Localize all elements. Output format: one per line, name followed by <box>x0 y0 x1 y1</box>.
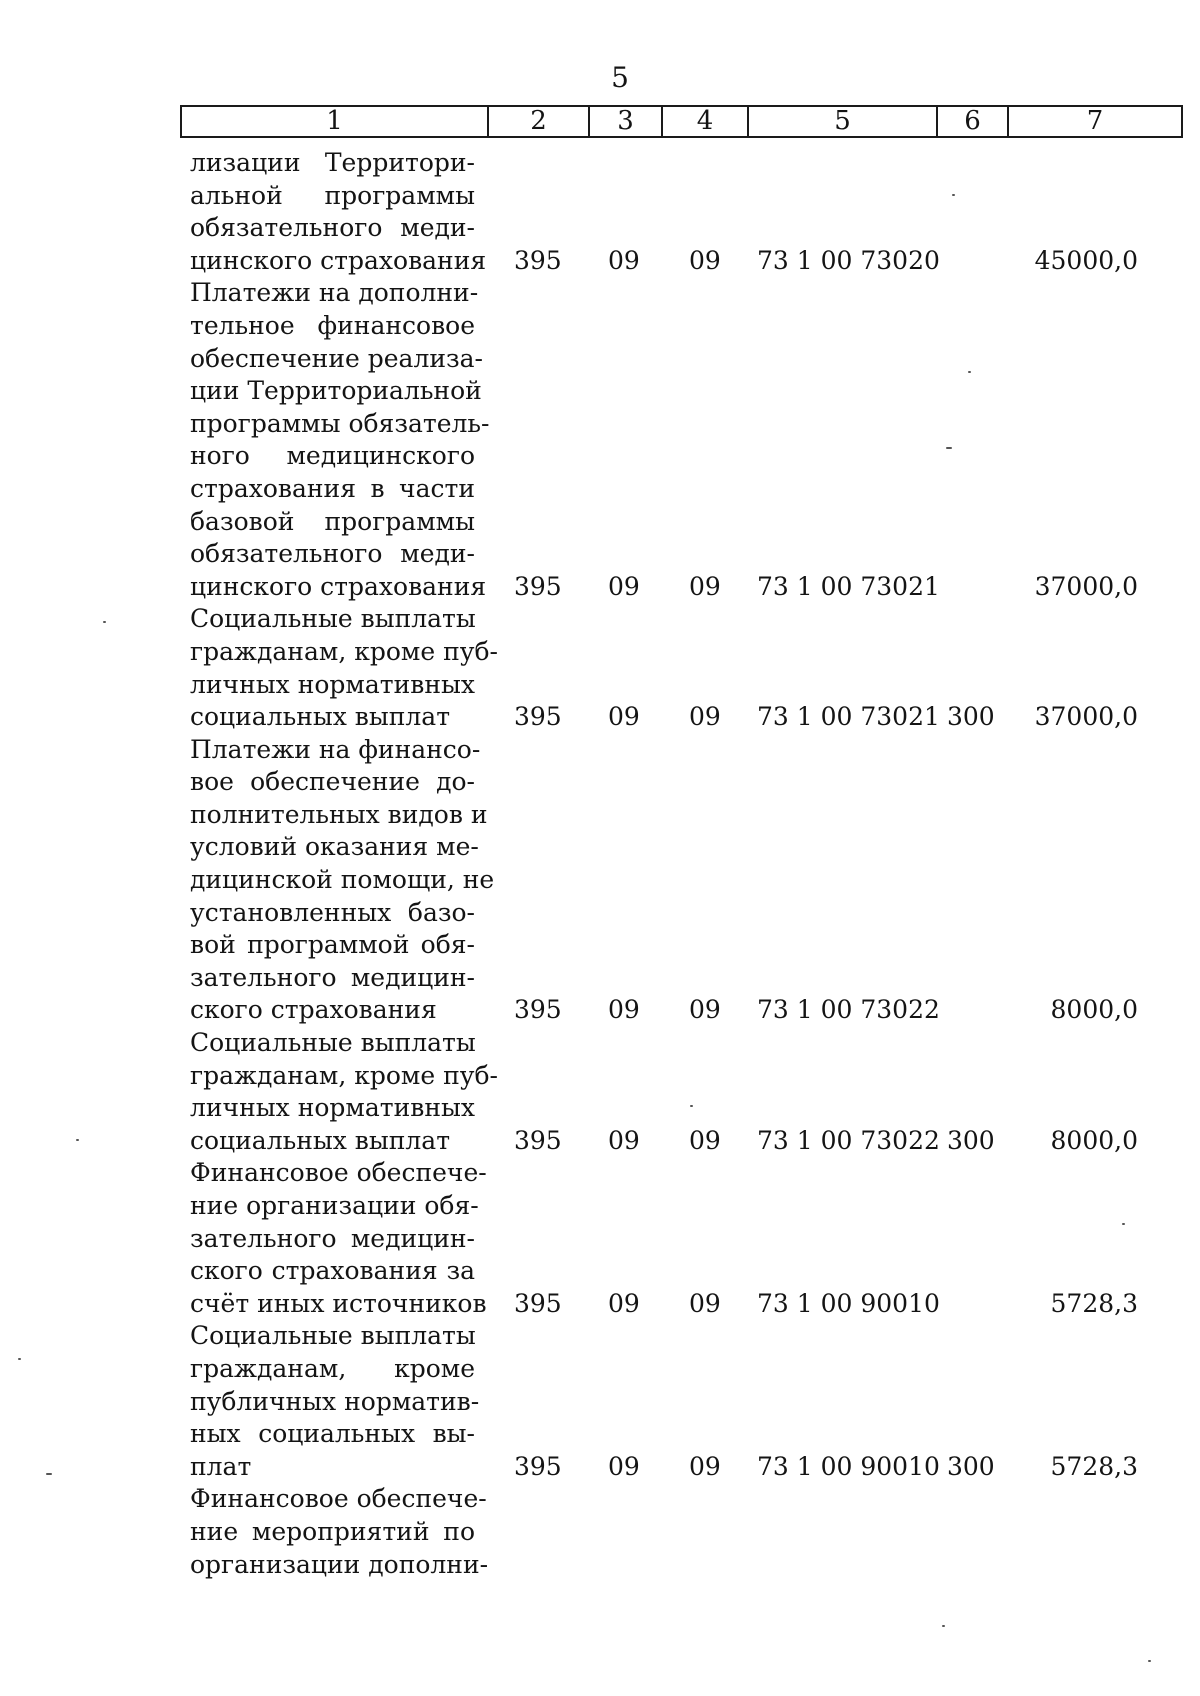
target-article-cell: 73 1 00 73022 <box>757 995 940 1025</box>
description-line: Социальные выплаты <box>190 1028 476 1058</box>
description-line: зательного медицин- <box>190 1223 475 1253</box>
target-article-cell: 73 1 00 73020 <box>757 245 940 275</box>
header-cell-1: 1 <box>182 107 489 136</box>
header-cell-6: 6 <box>938 107 1009 136</box>
amount-cell: 8000,0 <box>1050 1125 1138 1155</box>
description-line: гражданам, кроме пуб- <box>190 1060 498 1090</box>
description-line: вое обеспечение до- <box>190 767 475 797</box>
row-description <box>190 277 490 603</box>
subsection-cell: 09 <box>689 702 721 732</box>
chapter-code-cell: 395 <box>514 245 562 275</box>
expense-type-cell: 300 <box>947 1125 995 1155</box>
description-line: гражданам, кроме пуб- <box>190 636 498 666</box>
chapter-code-cell: 395 <box>514 702 562 732</box>
scan-speck <box>103 621 106 623</box>
description-line: цинского страхования <box>190 245 487 275</box>
description-line: Платежи на дополни- <box>190 278 479 308</box>
description-line: Социальные выплаты <box>190 604 476 634</box>
scan-speck <box>1148 1660 1151 1662</box>
table-body <box>0 147 1200 1581</box>
chapter-code-cell: 395 <box>514 1451 562 1481</box>
description-line: обеспечение реализа- <box>190 343 483 373</box>
description-line: цинского страхования <box>190 571 487 601</box>
amount-cell: 37000,0 <box>1034 571 1138 601</box>
amount-cell: 45000,0 <box>1034 245 1138 275</box>
description-line: ние организации обя- <box>190 1191 479 1220</box>
subsection-cell: 09 <box>689 1451 721 1481</box>
table-row <box>0 603 1200 733</box>
row-values <box>0 994 1200 1027</box>
target-article-cell: 73 1 00 73021 <box>757 702 940 732</box>
section-cell: 09 <box>608 702 640 732</box>
scan-speck <box>946 447 952 449</box>
section-cell: 09 <box>608 1288 640 1318</box>
description-line: вой программой обя- <box>190 930 475 960</box>
description-line: Финансовое обеспече- <box>190 1158 487 1188</box>
scan-speck <box>1122 1223 1125 1225</box>
table-row <box>0 277 1200 603</box>
table-row <box>0 1320 1200 1483</box>
description-line: плат <box>190 1451 252 1481</box>
amount-cell: 5728,3 <box>1050 1288 1138 1318</box>
section-cell: 09 <box>608 245 640 275</box>
scan-speck <box>952 194 955 196</box>
description-line: ных социальных вы- <box>190 1419 475 1449</box>
description-line: ного медицинского <box>190 441 475 471</box>
amount-cell: 37000,0 <box>1034 702 1138 732</box>
description-line: личных нормативных <box>190 1093 475 1123</box>
description-line: Социальные выплаты <box>190 1321 476 1351</box>
amount-cell: 8000,0 <box>1050 995 1138 1025</box>
subsection-cell: 09 <box>689 245 721 275</box>
description-line: счёт иных источников <box>190 1288 487 1318</box>
row-values <box>0 1549 1200 1582</box>
chapter-code-cell: 395 <box>514 571 562 601</box>
scan-speck <box>690 1105 693 1107</box>
description-line: ции Территориальной <box>190 376 482 406</box>
subsection-cell: 09 <box>689 1125 721 1155</box>
description-line: обязательного меди- <box>190 213 475 243</box>
expense-type-cell: 300 <box>947 702 995 732</box>
scan-speck <box>46 1473 52 1475</box>
table-row <box>0 734 1200 1027</box>
section-cell: 09 <box>608 995 640 1025</box>
scan-speck <box>968 371 971 373</box>
scan-speck <box>18 1358 21 1360</box>
description-line: тельное финансовое <box>190 310 475 340</box>
description-line: социальных выплат <box>190 1125 451 1155</box>
description-line: страхования в части <box>190 473 475 503</box>
chapter-code-cell: 395 <box>514 995 562 1025</box>
description-line: установленных базо- <box>190 897 475 927</box>
row-values <box>0 571 1200 604</box>
subsection-cell: 09 <box>689 571 721 601</box>
header-cell-7: 7 <box>1086 106 1104 136</box>
description-line: альной программы <box>190 180 475 210</box>
header-cell-4: 4 <box>663 107 749 136</box>
description-line: зательного медицин- <box>190 962 475 992</box>
row-values <box>0 1125 1200 1158</box>
chapter-code-cell: 395 <box>514 1288 562 1318</box>
description-line: ние мероприятий по <box>190 1516 475 1546</box>
page-number: 5 <box>611 61 629 94</box>
description-line: базовой программы <box>190 506 475 536</box>
table-row <box>0 1157 1200 1320</box>
description-line: полнительных видов и <box>190 799 488 829</box>
description-line: личных нормативных <box>190 669 475 699</box>
header-cell-5: 5 <box>749 107 938 136</box>
section-cell: 09 <box>608 1451 640 1481</box>
description-line: гражданам, кроме <box>190 1353 475 1383</box>
target-article-cell: 73 1 00 90010 <box>757 1288 940 1318</box>
chapter-code-cell: 395 <box>514 1125 562 1155</box>
row-description <box>190 734 495 1027</box>
description-line: ского страхования за <box>190 1256 475 1286</box>
target-article-cell: 73 1 00 73022 <box>757 1125 940 1155</box>
section-cell: 09 <box>608 1125 640 1155</box>
description-line: обязательного меди- <box>190 539 475 569</box>
description-line: публичных норматив- <box>190 1386 480 1416</box>
amount-cell: 5728,3 <box>1050 1451 1138 1481</box>
table-row <box>0 1483 1200 1581</box>
target-article-cell: 73 1 00 90010 <box>757 1451 940 1481</box>
row-values <box>0 1451 1200 1484</box>
scan-speck <box>76 1139 79 1141</box>
section-cell: 09 <box>608 571 640 601</box>
description-line: организации дополни- <box>190 1549 489 1579</box>
description-line: дицинской помощи, не <box>190 865 495 895</box>
description-line: Платежи на финансо- <box>190 734 481 764</box>
description-line: программы обязатель- <box>190 408 490 438</box>
description-line: Финансовое обеспече- <box>190 1484 487 1514</box>
table-row <box>0 1027 1200 1157</box>
description-line: условий оказания ме- <box>190 832 479 862</box>
header-cell-2: 2 <box>489 107 590 136</box>
scan-speck <box>942 1625 945 1627</box>
row-values <box>0 701 1200 734</box>
row-values <box>0 245 1200 278</box>
subsection-cell: 09 <box>689 1288 721 1318</box>
description-line: социальных выплат <box>190 702 451 732</box>
description-line: лизации Территори- <box>190 148 475 177</box>
header-cell-3: 3 <box>590 107 663 136</box>
expense-type-cell: 300 <box>947 1451 995 1481</box>
table-row <box>0 147 1200 277</box>
subsection-cell: 09 <box>689 995 721 1025</box>
table-header-row <box>180 105 1183 138</box>
description-line: ского страхования <box>190 995 437 1025</box>
row-values <box>0 1288 1200 1321</box>
target-article-cell: 73 1 00 73021 <box>757 571 940 601</box>
